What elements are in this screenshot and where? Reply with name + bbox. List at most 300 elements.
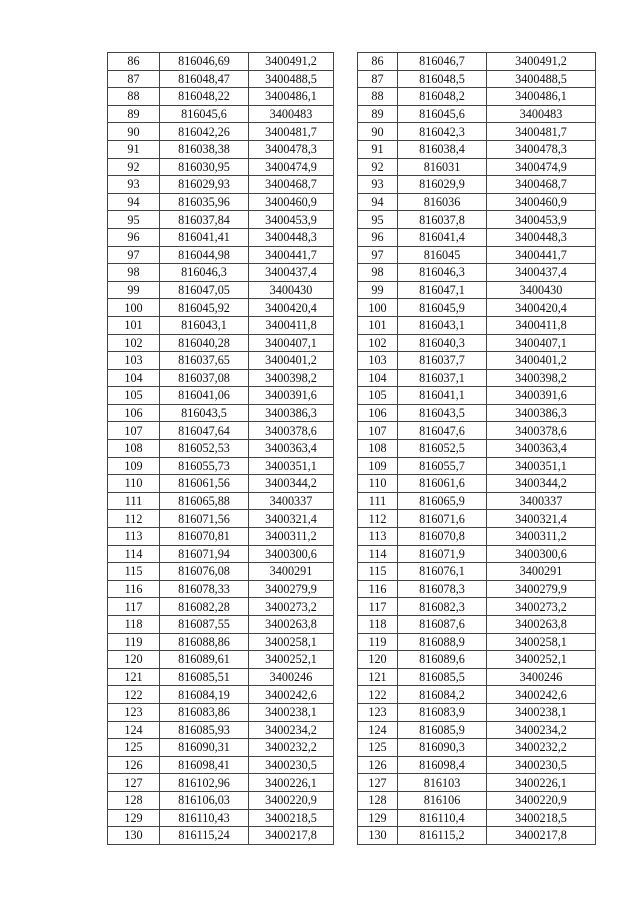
x-coordinate-cell: 816046,7	[398, 53, 487, 71]
y-coordinate-cell: 3400242,6	[249, 686, 334, 704]
point-number-cell: 114	[358, 545, 398, 563]
x-coordinate-cell: 816071,6	[398, 510, 487, 528]
x-coordinate-cell: 816083,86	[160, 703, 249, 721]
x-coordinate-cell: 816078,33	[160, 580, 249, 598]
y-coordinate-cell: 3400481,7	[487, 123, 596, 141]
y-coordinate-cell: 3400263,8	[487, 616, 596, 634]
y-coordinate-cell: 3400460,9	[487, 193, 596, 211]
y-coordinate-cell: 3400246	[487, 668, 596, 686]
y-coordinate-cell: 3400230,5	[487, 756, 596, 774]
y-coordinate-cell: 3400337	[487, 492, 596, 510]
point-number-cell: 126	[358, 756, 398, 774]
table-row	[108, 158, 334, 176]
y-coordinate-cell: 3400448,3	[249, 228, 334, 246]
y-coordinate-cell: 3400232,2	[249, 739, 334, 757]
table-row	[358, 440, 596, 458]
y-coordinate-cell: 3400486,1	[249, 88, 334, 106]
y-coordinate-cell: 3400391,6	[249, 387, 334, 405]
x-coordinate-cell: 816110,4	[398, 809, 487, 827]
y-coordinate-cell: 3400488,5	[249, 70, 334, 88]
point-number-cell: 98	[358, 264, 398, 282]
x-coordinate-cell: 816048,2	[398, 88, 487, 106]
x-coordinate-cell: 816070,81	[160, 528, 249, 546]
y-coordinate-cell: 3400460,9	[249, 193, 334, 211]
table-row	[108, 703, 334, 721]
table-row	[358, 299, 596, 317]
table-row	[358, 369, 596, 387]
table-row	[358, 721, 596, 739]
x-coordinate-cell: 816031	[398, 158, 487, 176]
x-coordinate-cell: 816085,5	[398, 668, 487, 686]
point-number-cell: 125	[108, 739, 160, 757]
point-number-cell: 103	[358, 352, 398, 370]
y-coordinate-cell: 3400246	[249, 668, 334, 686]
table-row	[358, 457, 596, 475]
x-coordinate-cell: 816087,55	[160, 616, 249, 634]
x-coordinate-cell: 816098,4	[398, 756, 487, 774]
y-coordinate-cell: 3400483	[487, 105, 596, 123]
table-row	[358, 193, 596, 211]
x-coordinate-cell: 816048,47	[160, 70, 249, 88]
point-number-cell: 99	[108, 281, 160, 299]
point-number-cell: 124	[358, 721, 398, 739]
table-row	[108, 70, 334, 88]
x-coordinate-cell: 816037,1	[398, 369, 487, 387]
point-number-cell: 91	[358, 140, 398, 158]
point-number-cell: 95	[108, 211, 160, 229]
point-number-cell: 103	[108, 352, 160, 370]
table-row	[358, 264, 596, 282]
table-row	[358, 387, 596, 405]
table-row	[358, 211, 596, 229]
point-number-cell: 116	[108, 580, 160, 598]
table-row	[358, 739, 596, 757]
y-coordinate-cell: 3400437,4	[487, 264, 596, 282]
x-coordinate-cell: 816037,84	[160, 211, 249, 229]
table-row	[108, 528, 334, 546]
point-number-cell: 109	[108, 457, 160, 475]
left-coordinates-table	[107, 52, 334, 845]
table-row	[358, 70, 596, 88]
point-number-cell: 113	[358, 528, 398, 546]
y-coordinate-cell: 3400258,1	[249, 633, 334, 651]
y-coordinate-cell: 3400448,3	[487, 228, 596, 246]
y-coordinate-cell: 3400218,5	[487, 809, 596, 827]
x-coordinate-cell: 816076,1	[398, 563, 487, 581]
table-row	[358, 404, 596, 422]
y-coordinate-cell: 3400386,3	[249, 404, 334, 422]
y-coordinate-cell: 3400478,3	[249, 140, 334, 158]
y-coordinate-cell: 3400411,8	[249, 316, 334, 334]
y-coordinate-cell: 3400411,8	[487, 316, 596, 334]
y-coordinate-cell: 3400218,5	[249, 809, 334, 827]
point-number-cell: 99	[358, 281, 398, 299]
table-row	[108, 299, 334, 317]
table-row	[358, 651, 596, 669]
x-coordinate-cell: 816055,73	[160, 457, 249, 475]
table-row	[358, 123, 596, 141]
y-coordinate-cell: 3400291	[249, 563, 334, 581]
table-row	[108, 404, 334, 422]
point-number-cell: 102	[108, 334, 160, 352]
table-row	[358, 246, 596, 264]
x-coordinate-cell: 816045,9	[398, 299, 487, 317]
point-number-cell: 123	[108, 703, 160, 721]
x-coordinate-cell: 816089,6	[398, 651, 487, 669]
table-row	[108, 739, 334, 757]
table-row	[358, 475, 596, 493]
x-coordinate-cell: 816029,9	[398, 176, 487, 194]
y-coordinate-cell: 3400486,1	[487, 88, 596, 106]
point-number-cell: 124	[108, 721, 160, 739]
x-coordinate-cell: 816047,1	[398, 281, 487, 299]
x-coordinate-cell: 816061,6	[398, 475, 487, 493]
y-coordinate-cell: 3400230,5	[249, 756, 334, 774]
table-row	[108, 422, 334, 440]
point-number-cell: 120	[108, 651, 160, 669]
point-number-cell: 105	[358, 387, 398, 405]
table-row	[108, 140, 334, 158]
x-coordinate-cell: 816071,94	[160, 545, 249, 563]
x-coordinate-cell: 816037,8	[398, 211, 487, 229]
table-row	[108, 281, 334, 299]
y-coordinate-cell: 3400468,7	[487, 176, 596, 194]
x-coordinate-cell: 816048,22	[160, 88, 249, 106]
table-row	[358, 228, 596, 246]
y-coordinate-cell: 3400311,2	[487, 528, 596, 546]
point-number-cell: 96	[108, 228, 160, 246]
y-coordinate-cell: 3400441,7	[249, 246, 334, 264]
point-number-cell: 128	[108, 791, 160, 809]
x-coordinate-cell: 816041,06	[160, 387, 249, 405]
x-coordinate-cell: 816041,1	[398, 387, 487, 405]
y-coordinate-cell: 3400478,3	[487, 140, 596, 158]
point-number-cell: 126	[108, 756, 160, 774]
x-coordinate-cell: 816047,64	[160, 422, 249, 440]
y-coordinate-cell: 3400232,2	[487, 739, 596, 757]
point-number-cell: 93	[358, 176, 398, 194]
y-coordinate-cell: 3400351,1	[487, 457, 596, 475]
x-coordinate-cell: 816071,56	[160, 510, 249, 528]
x-coordinate-cell: 816044,98	[160, 246, 249, 264]
point-number-cell: 92	[108, 158, 160, 176]
y-coordinate-cell: 3400420,4	[487, 299, 596, 317]
point-number-cell: 111	[358, 492, 398, 510]
y-coordinate-cell: 3400491,2	[487, 53, 596, 71]
point-number-cell: 98	[108, 264, 160, 282]
table-row	[358, 633, 596, 651]
table-row	[358, 563, 596, 581]
x-coordinate-cell: 816043,5	[398, 404, 487, 422]
table-row	[358, 281, 596, 299]
table-row	[108, 616, 334, 634]
table-row	[108, 774, 334, 792]
y-coordinate-cell: 3400291	[487, 563, 596, 581]
y-coordinate-cell: 3400337	[249, 492, 334, 510]
x-coordinate-cell: 816043,1	[398, 316, 487, 334]
point-number-cell: 108	[108, 440, 160, 458]
point-number-cell: 113	[108, 528, 160, 546]
y-coordinate-cell: 3400279,9	[487, 580, 596, 598]
y-coordinate-cell: 3400430	[249, 281, 334, 299]
x-coordinate-cell: 816035,96	[160, 193, 249, 211]
x-coordinate-cell: 816070,8	[398, 528, 487, 546]
table-row	[358, 528, 596, 546]
x-coordinate-cell: 816046,3	[160, 264, 249, 282]
y-coordinate-cell: 3400407,1	[249, 334, 334, 352]
y-coordinate-cell: 3400488,5	[487, 70, 596, 88]
x-coordinate-cell: 816037,7	[398, 352, 487, 370]
x-coordinate-cell: 816037,65	[160, 352, 249, 370]
point-number-cell: 130	[108, 827, 160, 845]
point-number-cell: 115	[358, 563, 398, 581]
point-number-cell: 123	[358, 703, 398, 721]
table-row	[358, 616, 596, 634]
x-coordinate-cell: 816061,56	[160, 475, 249, 493]
point-number-cell: 91	[108, 140, 160, 158]
point-number-cell: 125	[358, 739, 398, 757]
x-coordinate-cell: 816098,41	[160, 756, 249, 774]
x-coordinate-cell: 816047,05	[160, 281, 249, 299]
y-coordinate-cell: 3400258,1	[487, 633, 596, 651]
y-coordinate-cell: 3400344,2	[487, 475, 596, 493]
point-number-cell: 114	[108, 545, 160, 563]
point-number-cell: 122	[108, 686, 160, 704]
y-coordinate-cell: 3400220,9	[249, 791, 334, 809]
point-number-cell: 129	[358, 809, 398, 827]
table-row	[108, 352, 334, 370]
table-row	[358, 703, 596, 721]
y-coordinate-cell: 3400234,2	[249, 721, 334, 739]
x-coordinate-cell: 816041,4	[398, 228, 487, 246]
y-coordinate-cell: 3400300,6	[249, 545, 334, 563]
y-coordinate-cell: 3400483	[249, 105, 334, 123]
table-row	[358, 545, 596, 563]
table-row	[108, 668, 334, 686]
point-number-cell: 128	[358, 791, 398, 809]
x-coordinate-cell: 816037,08	[160, 369, 249, 387]
table-row	[108, 246, 334, 264]
table-row	[108, 756, 334, 774]
x-coordinate-cell: 816085,51	[160, 668, 249, 686]
point-number-cell: 102	[358, 334, 398, 352]
x-coordinate-cell: 816088,86	[160, 633, 249, 651]
x-coordinate-cell: 816103	[398, 774, 487, 792]
x-coordinate-cell: 816082,28	[160, 598, 249, 616]
table-row	[108, 88, 334, 106]
x-coordinate-cell: 816065,9	[398, 492, 487, 510]
table-row	[108, 105, 334, 123]
x-coordinate-cell: 816065,88	[160, 492, 249, 510]
y-coordinate-cell: 3400226,1	[249, 774, 334, 792]
point-number-cell: 104	[358, 369, 398, 387]
table-row	[358, 598, 596, 616]
y-coordinate-cell: 3400351,1	[249, 457, 334, 475]
y-coordinate-cell: 3400238,1	[487, 703, 596, 721]
point-number-cell: 100	[108, 299, 160, 317]
x-coordinate-cell: 816078,3	[398, 580, 487, 598]
table-row	[108, 334, 334, 352]
x-coordinate-cell: 816030,95	[160, 158, 249, 176]
table-row	[358, 580, 596, 598]
y-coordinate-cell: 3400453,9	[487, 211, 596, 229]
table-row	[358, 334, 596, 352]
point-number-cell: 105	[108, 387, 160, 405]
point-number-cell: 93	[108, 176, 160, 194]
table-row	[108, 686, 334, 704]
y-coordinate-cell: 3400398,2	[487, 369, 596, 387]
x-coordinate-cell: 816038,38	[160, 140, 249, 158]
table-row	[358, 492, 596, 510]
x-coordinate-cell: 816085,9	[398, 721, 487, 739]
x-coordinate-cell: 816046,69	[160, 53, 249, 71]
table-row	[358, 422, 596, 440]
y-coordinate-cell: 3400238,1	[249, 703, 334, 721]
point-number-cell: 120	[358, 651, 398, 669]
table-row	[108, 457, 334, 475]
y-coordinate-cell: 3400391,6	[487, 387, 596, 405]
y-coordinate-cell: 3400430	[487, 281, 596, 299]
x-coordinate-cell: 816045,92	[160, 299, 249, 317]
point-number-cell: 121	[358, 668, 398, 686]
table-row	[358, 827, 596, 845]
table-row	[108, 492, 334, 510]
point-number-cell: 110	[358, 475, 398, 493]
x-coordinate-cell: 816045,6	[160, 105, 249, 123]
right-table-body	[358, 53, 596, 845]
point-number-cell: 115	[108, 563, 160, 581]
x-coordinate-cell: 816083,9	[398, 703, 487, 721]
table-row	[108, 651, 334, 669]
point-number-cell: 87	[358, 70, 398, 88]
x-coordinate-cell: 816055,7	[398, 457, 487, 475]
y-coordinate-cell: 3400242,6	[487, 686, 596, 704]
point-number-cell: 106	[358, 404, 398, 422]
y-coordinate-cell: 3400401,2	[249, 352, 334, 370]
y-coordinate-cell: 3400441,7	[487, 246, 596, 264]
y-coordinate-cell: 3400378,6	[249, 422, 334, 440]
y-coordinate-cell: 3400217,8	[249, 827, 334, 845]
point-number-cell: 129	[108, 809, 160, 827]
point-number-cell: 117	[358, 598, 398, 616]
table-row	[108, 440, 334, 458]
point-number-cell: 119	[358, 633, 398, 651]
x-coordinate-cell: 816102,96	[160, 774, 249, 792]
table-row	[108, 563, 334, 581]
table-row	[108, 369, 334, 387]
y-coordinate-cell: 3400234,2	[487, 721, 596, 739]
point-number-cell: 116	[358, 580, 398, 598]
table-row	[108, 193, 334, 211]
point-number-cell: 111	[108, 492, 160, 510]
point-number-cell: 107	[108, 422, 160, 440]
x-coordinate-cell: 816045,6	[398, 105, 487, 123]
table-row	[358, 140, 596, 158]
point-number-cell: 86	[358, 53, 398, 71]
x-coordinate-cell: 816042,26	[160, 123, 249, 141]
y-coordinate-cell: 3400300,6	[487, 545, 596, 563]
x-coordinate-cell: 816045	[398, 246, 487, 264]
x-coordinate-cell: 816115,24	[160, 827, 249, 845]
table-row	[358, 756, 596, 774]
table-row	[108, 791, 334, 809]
y-coordinate-cell: 3400273,2	[487, 598, 596, 616]
y-coordinate-cell: 3400220,9	[487, 791, 596, 809]
x-coordinate-cell: 816038,4	[398, 140, 487, 158]
point-number-cell: 86	[108, 53, 160, 71]
x-coordinate-cell: 816076,08	[160, 563, 249, 581]
table-row	[358, 668, 596, 686]
y-coordinate-cell: 3400344,2	[249, 475, 334, 493]
y-coordinate-cell: 3400386,3	[487, 404, 596, 422]
y-coordinate-cell: 3400474,9	[487, 158, 596, 176]
y-coordinate-cell: 3400263,8	[249, 616, 334, 634]
point-number-cell: 117	[108, 598, 160, 616]
point-number-cell: 118	[108, 616, 160, 634]
x-coordinate-cell: 816040,3	[398, 334, 487, 352]
x-coordinate-cell: 816052,53	[160, 440, 249, 458]
table-row	[358, 88, 596, 106]
y-coordinate-cell: 3400311,2	[249, 528, 334, 546]
x-coordinate-cell: 816115,2	[398, 827, 487, 845]
y-coordinate-cell: 3400378,6	[487, 422, 596, 440]
point-number-cell: 90	[358, 123, 398, 141]
table-row	[108, 316, 334, 334]
table-row	[358, 316, 596, 334]
y-coordinate-cell: 3400481,7	[249, 123, 334, 141]
table-row	[358, 510, 596, 528]
x-coordinate-cell: 816110,43	[160, 809, 249, 827]
table-row	[358, 686, 596, 704]
point-number-cell: 109	[358, 457, 398, 475]
y-coordinate-cell: 3400398,2	[249, 369, 334, 387]
x-coordinate-cell: 816046,3	[398, 264, 487, 282]
y-coordinate-cell: 3400321,4	[487, 510, 596, 528]
x-coordinate-cell: 816082,3	[398, 598, 487, 616]
point-number-cell: 88	[358, 88, 398, 106]
table-row	[108, 827, 334, 845]
table-row	[108, 123, 334, 141]
table-row	[358, 105, 596, 123]
y-coordinate-cell: 3400363,4	[249, 440, 334, 458]
point-number-cell: 107	[358, 422, 398, 440]
table-row	[108, 809, 334, 827]
y-coordinate-cell: 3400420,4	[249, 299, 334, 317]
table-row	[108, 510, 334, 528]
table-row	[108, 721, 334, 739]
point-number-cell: 110	[108, 475, 160, 493]
table-row	[358, 809, 596, 827]
point-number-cell: 101	[108, 316, 160, 334]
point-number-cell: 112	[108, 510, 160, 528]
x-coordinate-cell: 816052,5	[398, 440, 487, 458]
x-coordinate-cell: 816106,03	[160, 791, 249, 809]
x-coordinate-cell: 816047,6	[398, 422, 487, 440]
x-coordinate-cell: 816041,41	[160, 228, 249, 246]
y-coordinate-cell: 3400279,9	[249, 580, 334, 598]
point-number-cell: 108	[358, 440, 398, 458]
table-row	[108, 176, 334, 194]
table-row	[358, 774, 596, 792]
y-coordinate-cell: 3400226,1	[487, 774, 596, 792]
x-coordinate-cell: 816085,93	[160, 721, 249, 739]
y-coordinate-cell: 3400321,4	[249, 510, 334, 528]
y-coordinate-cell: 3400363,4	[487, 440, 596, 458]
point-number-cell: 94	[108, 193, 160, 211]
x-coordinate-cell: 816036	[398, 193, 487, 211]
left-table-body	[108, 53, 334, 845]
x-coordinate-cell: 816048,5	[398, 70, 487, 88]
